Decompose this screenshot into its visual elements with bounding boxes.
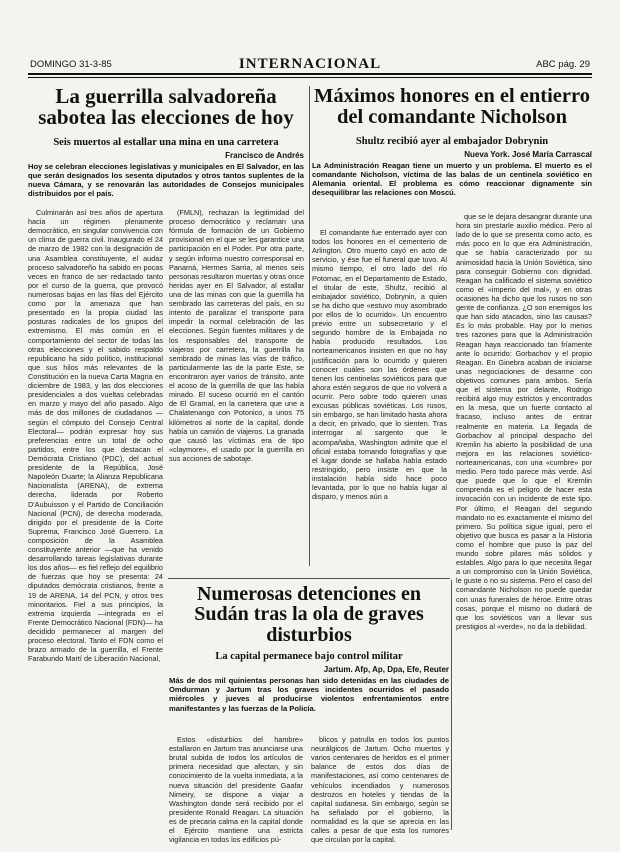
article-lead: Hoy se celebran elecciones legislativas y municipales en El Salvador, en las que serán designados los sesenta diputados y otros tantos suplentes de la nueva Cámara, y se renovarán las autoridades de Consejos municipales distribuidos por el país.	[28, 161, 304, 199]
article-headline: Máximos honores en el entierro del comandante Nicholson	[314, 85, 590, 128]
page-number: ABC pág. 29	[536, 59, 590, 70]
article-headline: La guerrilla salvadoreña sabotea las elecciones de hoy	[38, 84, 294, 130]
nicholson-col-1	[312, 228, 447, 576]
article-body: blicos y patrulla en todos los puntos neurálgicos de Jartum. Ocho muertos y varios centenares de heridos es el primer balance de estos dos días de manifestaciones, así como centenares de vehículos incendiados y numerosos destrozos en hoteles y tiendas de la capital sudanesa. Sin embargo, según se ha señalado por el gobierno, la normalidad es la que se aprecia en las calles a pesar de que esta los rumores que circulan por la capital.	[311, 735, 449, 845]
article-byline: Jartum. Afp, Ap, Dpa, Efe, Reuter	[323, 665, 449, 675]
column-divider	[451, 580, 452, 830]
article-subhead: Seis muertos al estallar una mina en una carretera	[53, 136, 279, 148]
article-subhead: La capital permanece bajo control militar	[215, 651, 403, 663]
page-header	[28, 56, 592, 74]
article-lead: Más de dos mil quinientas personas han sido detenidas en las ciudades de Omdurman y Jartum tras los graves incidentes ocurridos el pasado miércoles y jueves al producirse violentos enfrentamientos entre manifestantes y las fuerzas de la Policía.	[169, 676, 449, 713]
column-divider	[309, 86, 310, 566]
article-headline: Numerosas detenciones en Sudán tras la ola de graves disturbios	[194, 583, 424, 646]
article-body: Culminarán así tres años de apertura hacia un régimen plenamente democrático, en singular convivencia con un clima de guerra civil. Inaugurado el 24 de marzo de 1982 con la designación de una Asamblea constituyente, el audaz proceso salvadoreño ha sabido en pocas veces en franco de ser redactado tanto por el curso de la guerra, que provocó numerosas bajas en las filas del Ejército como por la amenaza que han presentado en la propia ciudad las posturas radicales de los grupos del extremismo. El más común en el comportamiento del sector de todas las otras elecciones y el sabido respaldo republicano ha sido político, institucional que sus hilos más relevantes de la Constitución en la nueva Carta Magna en diciembre de 1983, y las dos elecciones presidenciales a dos vueltas celebradas en marzo y mayo del año pasado. Algo más de dos millones de ciudadanos —según el cómputo del Consejo Central Electoral— podrán expresar hoy sus preferencias entre un total de ocho partidos, entre los que destacan el Demócrata Cristiano (PDC), del actual presidente de la República, José Napoleón Duarte; la Alianza Republicana Nacionalista (ARENA), de extrema derecha, liderada por Roberto D'Aubuisson y el Partido de Conciliación Nacional (PCN), de derecha moderada, dirigido por el presidente de la Corte Suprema, Francisco José Guerrero. La composición de la Asamblea constituyente anterior —que ha venido desarrollando tareas legislativas durante los dos años— es fiel reflejo del equilibrio de fuerzas que hoy se presenta: 24 diputados demócrata cristianos, frente a 19 de ARENA, 14 del PCN, y otros tres minoritarios. Fiel a sus principios, la extrema izquierda —integrada en el Frente Democrático Nacional (FDN)— ha decidido permanecer al margen del proceso electoral. Tanto el FDN como el brazo armado de la guerrilla, el Frente Farabundo Martí de Liberación Nacional,	[28, 208, 163, 664]
article-subhead: Shultz recibió ayer al embajador Dobrynin	[355, 135, 549, 147]
section-title: INTERNACIONAL	[238, 56, 382, 72]
section-divider	[168, 578, 450, 579]
salvador-col-2	[169, 208, 304, 572]
article-lead: La Administración Reagan tiene un muerto y un problema. El muerto es el comandante Nicholson, víctima de las balas de un centinela soviético en Alemania oriental. El problema es cómo reaccionar dignamente sin desequilibrar las relaciones con Moscú.	[312, 160, 592, 198]
article-body: (FMLN), rechazan la legitimidad del proceso democrático y reclaman una fórmula de formación de un Gobierno provisional en el que se les garantice una participación en el Poder. Por otra parte, y según informa nuestro corresponsal en Panamá, Hermes Sarria, al menos seis personas resultaron muertas y otras once heridas ayer en El Salvador, al estallar una de las minas con que la guerrilla ha sembrado las carreteras del país, en su intento de paralizar el transporte para impedir la normal celebración de las elecciones. Según fuentes militares y de los responsables del transporte de viajeros por carretera, la guerrilla ha sembrado de minas las vías de tráfico, particularmente las de la parte Este, se encontraron ayer varios de tránsito, ante el acoso de la guerrilla de que las había minado. El suceso ocurrió en el cantón de El Gramal, en la carretera que une a Chalatenango con Potonico, a unos 75 kilómetros al norte de la capital, donde había un camión de viajeros. La granada que causó las víctimas era de tipo «claymore», el usado por la guerrilla en sus acciones de sabotaje.	[169, 208, 304, 463]
article-sudan	[169, 584, 449, 714]
article-body: Estos «disturbios del hambre» estallaron en Jartum tras anunciarse una brutal subida de todos los artículos de primera necesidad que afectan, y sin conocimiento de la vuelta inmediata, a la nueva situación del presidente Gaafar Nimeiry, se dispone a viajar a Washington donde será recibido por el presidente Ronald Reagan. La situación es de precaria calma en la capital donde el Ejército mantiene una estricta vigilancia en todos los edificios pú-	[169, 735, 303, 845]
header-rule-thin	[28, 77, 592, 78]
issue-date: DOMINGO 31-3-85	[30, 59, 112, 70]
header-rule	[28, 73, 592, 75]
sudan-col-1	[169, 735, 303, 845]
salvador-col-1	[28, 208, 163, 834]
article-body: que se le dejara desangrar durante una hora sin prestarle auxilio médico. Pero al lado de lo que se presenta como acto, es más poco en lo que era Administración, que se había caracterizado por su animosidad hacia la Unión Soviética, sino para conseguir Gobierno con dignidad. Reagan ha calificado el sistema soviético como el «imperio del mal», y en otras ocasiones ha dicho que los rusos no son gente de confianza. ¿O son enemigos los que han sido atacados, sino las causas? Es lo más probable. Hay por lo menos tres razones para que la Administración Reagan haya reaccionado tan fríamente ante lo ocurrido: Gorbachov y el propio Reagan. En Ginebra acaban de iniciarse unas negociaciones de desarme con objetivos comunes para ambos. Sería que el sistema por delante, Rodrigo recibirá algo muy estrictos y encontrados en la mesa, que un fuerte contacto al fracaso, incluso antes de entrar realmente en materia. La llegada de Gorbachov al principal despacho del Kremlin ha abierto la posibilidad de una mejora en las relaciones soviético-norteamericanas, con una «cumbre» por medio. Pero todo parece más verde. Así que puede que lo que el Kremlin comprenda es el peligro de hacer esta invocación con un incidente de este tipo. Por último, el Reagan del segundo mandato no es exactamente el mismo del primero. Su política sigue igual, pero el objetivo que busca es pasar a la Historia como el hombre que puso la paz del mundo sobre pilares más sólidos y estables. Algo para lo que necesita llegar a un compromiso con la Unión Soviética, le guste o no su sistema. Pero el caso del comandante Nicholson no puede quedar con unas funerales de héroe. Entre otras cosas, porque el mismo no dudará de que los soviéticos van a llevar sus prestigios al «verde», no da la debilidad.	[456, 212, 592, 631]
article-byline: Francisco de Andrés	[225, 150, 304, 160]
nicholson-col-2	[456, 212, 592, 832]
article-byline: Nueva York. José María Carrascal	[464, 149, 592, 159]
article-body: El comandante fue enterrado ayer con todos los honores en el cementerio de Arlington. Otro muerto cayó en acto de servicio, y ése fue el funeral que tuvo. Al mismo tiempo, el otro lado del río Potomac, en el Departamento de Estado, el titular de este, Shultz, recibió al embajador soviético, Dobrynin, a quien se ha dicho que «estuvo muy asombrado por ellos de lo ocurrido». Un encuentro previo entre un subsecretario y el segundo hombre de la Embajada no había producido resultados. Los norteamericanos insisten en que no hay justificación para lo ocurrido y quieren conocer cuáles son las órdenes que tienen los centinelas soviéticos para que ahora estén seguros de que no volverá a ocurrir. Pero sobre todo quieren unas excusas públicas soviéticas. Los rusos, sin embargo, se han limitado hasta ahora a decir, en privado, que lo sienten. Tras interrogar al sargento que le acompañaba, Washington admite que el oficial estaba tomando fotografías y que el lugar donde se hallaba había estado restringido, pero insiste en que la instalación había sido hace poco levantada, por lo que no había lugar al disparo, y menos aún a	[312, 228, 447, 502]
sudan-col-2	[311, 735, 449, 845]
article-nicholson	[312, 86, 592, 201]
article-salvador	[28, 86, 304, 202]
